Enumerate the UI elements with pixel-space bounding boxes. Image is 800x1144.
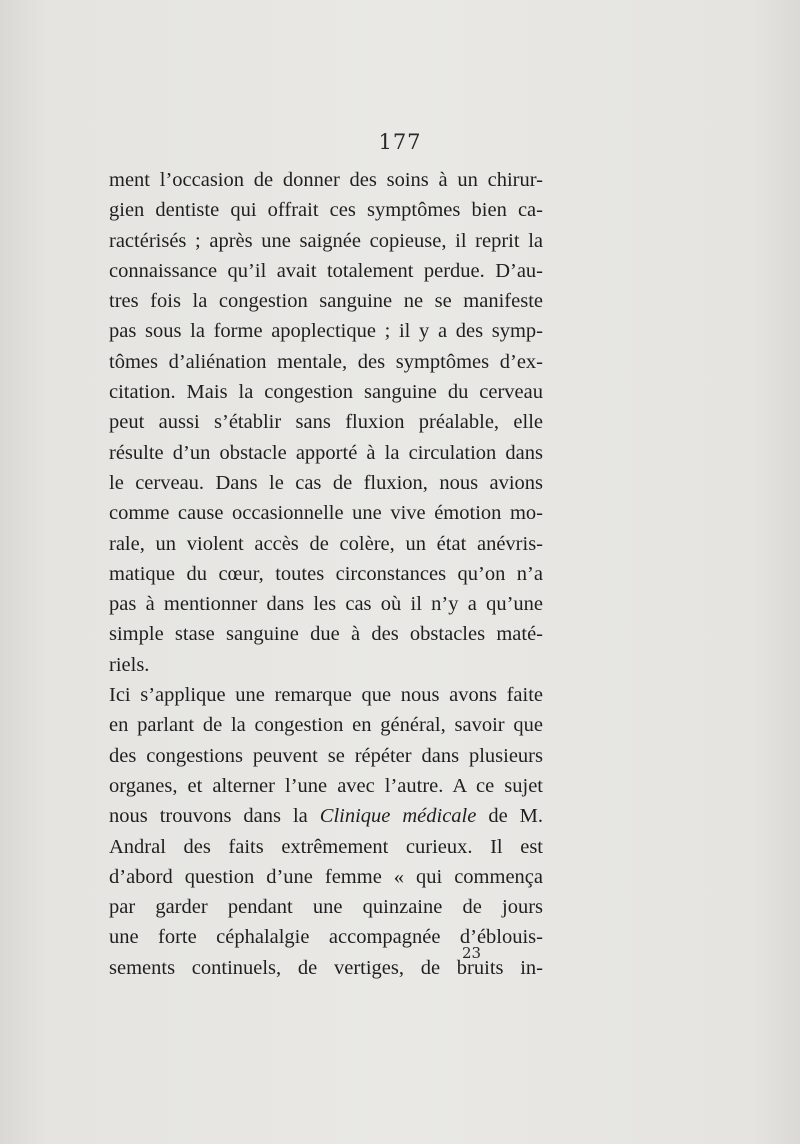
text-line: comme cause occasionnelle une vive émotion mo- — [109, 502, 543, 525]
text-line: rale, un violent accès de colère, un état anévris- — [109, 532, 543, 555]
body-text — [109, 165, 543, 983]
text-line: ractérisés ; après une saignée copieuse, il reprit la — [109, 229, 543, 252]
signature-mark: 23 — [462, 944, 482, 962]
text-line: pas à mentionner dans les cas où il n’y a qu’une — [109, 593, 543, 616]
text-line: matique du cœur, toutes circonstances qu’on n’a — [109, 562, 543, 585]
text-line: résulte d’un obstacle apporté à la circulation dans — [109, 441, 543, 464]
text-line: une forte céphalalgie accompagnée d’éblouis- — [109, 926, 543, 949]
book-title-italic: Clinique médicale — [319, 805, 477, 828]
text-line: d’abord question d’une femme « qui commença — [109, 865, 543, 888]
text-line: en parlant de la congestion en général, savoir que — [109, 714, 543, 737]
text-line: simple stase sanguine due à des obstacles maté- — [109, 623, 543, 646]
text-line: tres fois la congestion sanguine ne se manifeste — [109, 290, 543, 313]
text-line: organes, et alterner l’une avec l’autre. A ce sujet — [109, 774, 543, 797]
text-line: riels. — [109, 653, 150, 676]
text-line: tômes d’aliénation mentale, des symptômes d’ex- — [109, 350, 543, 373]
page-number: 177 — [378, 130, 422, 154]
text-line: sements continuels, de vertiges, de bruits in- — [109, 956, 543, 979]
text-line: Andral des faits extrêmement curieux. Il est — [109, 835, 543, 858]
text-span: nous trouvons dans la — [109, 805, 308, 828]
text-line: des congestions peuvent se répéter dans plusieurs — [109, 744, 543, 767]
text-span: de M. — [488, 805, 544, 828]
text-line: peut aussi s’établir sans fluxion préalable, elle — [109, 411, 543, 434]
text-line: pas sous la forme apoplectique ; il y a des symp- — [109, 320, 543, 343]
text-line: par garder pendant une quinzaine de jours — [109, 896, 543, 919]
text-line-with-italic — [109, 801, 543, 831]
text-line: citation. Mais la congestion sanguine du cerveau — [109, 381, 543, 404]
text-line: le cerveau. Dans le cas de fluxion, nous avions — [109, 471, 543, 494]
text-line: Ici s’applique une remarque que nous avons faite — [109, 684, 543, 707]
text-line: ment l’occasion de donner des soins à un chirur- — [109, 169, 543, 191]
text-line: gien dentiste qui offrait ces symptômes bien ca- — [109, 199, 543, 222]
text-line: connaissance qu’il avait totalement perdue. D’au- — [109, 259, 543, 282]
